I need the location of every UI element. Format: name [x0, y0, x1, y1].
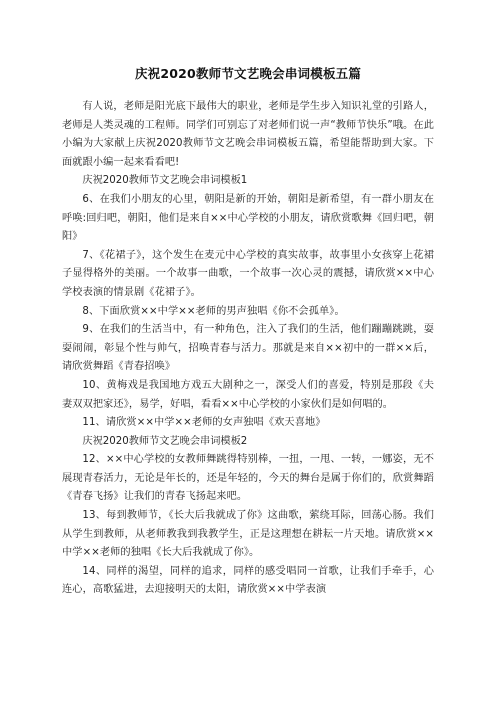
document-title: 庆祝2020教师节文艺晚会串词模板五篇 — [134, 66, 362, 81]
section-heading-1: 庆祝2020教师节文艺晚会串词模板1 — [82, 175, 248, 187]
paragraph-11: 11、请欣赏××中学××老师的女声独唱《欢天喜地》 — [82, 417, 326, 429]
paragraph-9: 9、在我们的生活当中，有一种角色，注入了我们的生活，他们蹦蹦跳跳，耍耍闹闹，彰显个性与帅气，招唤青春与活力。那就是来自××初中的一群××后，请欣赏舞蹈《青春招唤》 — [62, 324, 434, 373]
section-heading-2: 庆祝2020教师节文艺晚会串词模板2 — [82, 435, 248, 447]
paragraph-13: 13、每到教师节，《长大后我就成了你》这曲歌，萦绕耳际，回荡心肠。我们从学生到教师，从老师教我到我教学生，正是这理想在耕耘一片天地。请欣赏××中学××老师的独唱《长大后我就成了你》。 — [62, 510, 434, 559]
paragraph-14: 14、同样的渴望，同样的追求，同样的感受唱同一首歌，让我们手牵手，心连心，高歌猛进，去迎接明天的太阳，请欣赏××中学表演 — [62, 565, 434, 596]
paragraph-10: 10、黄梅戏是我国地方戏五大剧种之一，深受人们的喜爱，特别是那段《夫妻双双把家还》，易学，好唱，看看××中心学校的小家伙们是如何唱的。 — [62, 379, 434, 410]
paragraph-8: 8、下面欣赏××中学××老师的男声独唱《你不会孤单》。 — [82, 305, 345, 317]
paragraph-12: 12、××中心学校的女教师舞跳得特别棒，一扭，一甩、一转，一娜姿，无不展现青春活力，无论是年长的，还是年轻的，今天的舞台是属于你们的，欣赏舞蹈《青春飞扬》让我们的青春飞扬起来吧。 — [62, 454, 434, 503]
paragraph-7: 7、《花裙子》，这个发生在麦元中心学校的真实故事，故事里小女孩穿上花裙子显得格外的美丽。一个故事一曲歌，一个故事一次心灵的震撼，请欣赏××中心学校表演的情景剧《花裙子》。 — [62, 249, 434, 298]
paragraph-6: 6、在我们小朋友的心里，朝阳是新的开始，朝阳是新希望，有一群小朋友在呼唤:回归吧，朝阳，他们是来自××中心学校的小朋友，请欣赏歌舞《回归吧，朝阳》 — [62, 193, 434, 243]
intro-paragraph: 有人说，老师是阳光底下最伟大的职业，老师是学生步入知识礼堂的引路人，老师是人类灵魂的工程师。同学们可别忘了对老师们说一声“教师节快乐”哦。在此小编为大家献上庆祝2020教师节文艺晚会串词模板五篇，希望能帮助到大家。下面就跟小编一起来看看吧! — [62, 101, 434, 168]
